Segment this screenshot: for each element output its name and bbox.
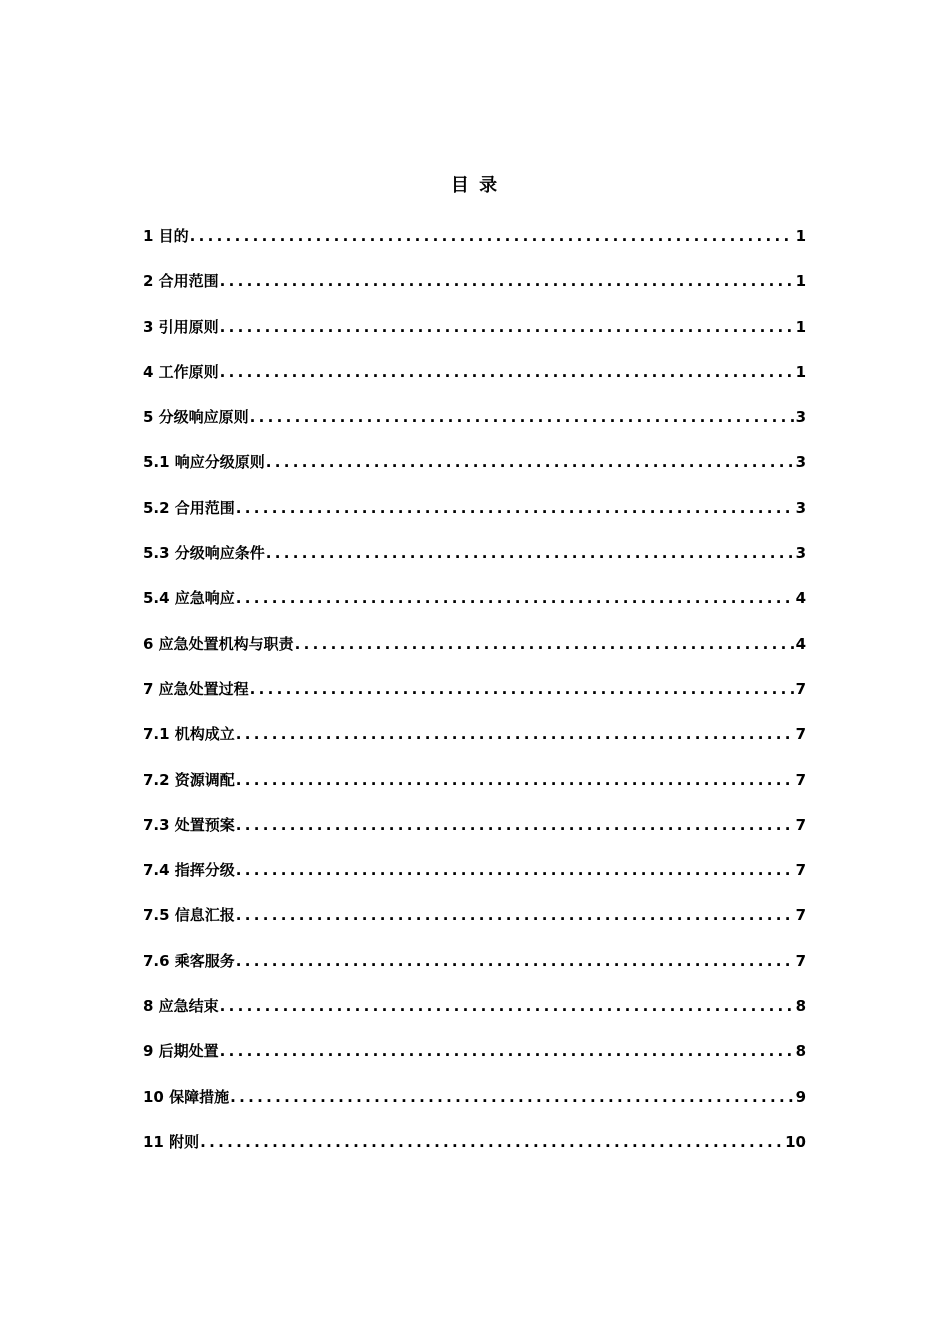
toc-entry-label: 5 分级响应原则 <box>143 408 249 427</box>
toc-entry-page: 7 <box>795 815 806 834</box>
toc-entry-label: 10 保障措施 <box>143 1087 230 1106</box>
toc-entry-label: 5.1 响应分级原则 <box>143 453 265 472</box>
toc-entry-page: 9 <box>795 1087 806 1106</box>
toc-entry-label: 5.2 合用范围 <box>143 498 235 517</box>
toc-entry-label: 2 合用范围 <box>143 272 219 291</box>
toc-entry-page: 4 <box>795 634 806 653</box>
toc-entry-label: 3 引用原则 <box>143 317 219 336</box>
toc-entry[interactable] <box>143 269 806 314</box>
toc-title: 目 录 <box>450 175 500 196</box>
toc-entry-label: 5.3 分级响应条件 <box>143 544 265 563</box>
toc-entry-page: 3 <box>795 544 806 563</box>
toc-entry-page: 7 <box>795 906 806 925</box>
toc-entry-page: 1 <box>795 362 806 381</box>
toc-entry[interactable] <box>143 315 806 360</box>
toc-dot-leader <box>190 224 794 248</box>
toc-dot-leader <box>236 768 794 792</box>
toc-dot-leader <box>200 1130 783 1154</box>
toc-entry-page: 1 <box>795 227 806 245</box>
toc-entry-page: 1 <box>795 317 806 336</box>
toc-entry[interactable] <box>143 813 806 858</box>
toc-entry[interactable] <box>143 768 806 813</box>
toc-entry[interactable] <box>143 722 806 767</box>
toc-entry[interactable] <box>143 903 806 948</box>
toc-entry-page: 7 <box>795 725 806 744</box>
toc-dot-leader <box>236 949 794 973</box>
toc-entry-page: 8 <box>795 997 806 1016</box>
toc-entry-label: 7.1 机构成立 <box>143 725 235 744</box>
toc-entry-page: 1 <box>795 272 806 291</box>
toc-entry-label: 7.2 资源调配 <box>143 770 235 789</box>
toc-dot-leader <box>236 722 794 746</box>
toc-entry-page: 8 <box>795 1042 806 1061</box>
toc-dot-leader <box>266 541 794 565</box>
toc-entry[interactable] <box>143 405 806 450</box>
toc-dot-leader <box>220 994 794 1018</box>
toc-dot-leader <box>266 450 794 474</box>
toc-dot-leader <box>220 315 794 339</box>
toc-entry[interactable] <box>143 450 806 495</box>
toc-entry-label: 4 工作原则 <box>143 362 219 381</box>
toc-entry-page: 7 <box>795 951 806 970</box>
toc-entry[interactable] <box>143 949 806 994</box>
toc-entry-page: 7 <box>795 861 806 880</box>
toc-entry[interactable] <box>143 994 806 1039</box>
toc-entry-page: 3 <box>795 498 806 517</box>
toc-dot-leader <box>250 677 794 701</box>
toc-entry[interactable] <box>143 541 806 586</box>
toc-dot-leader <box>236 813 794 837</box>
toc-entry-page: 10 <box>785 1132 806 1151</box>
toc-entry[interactable] <box>143 224 806 269</box>
toc-entry[interactable] <box>143 1085 806 1130</box>
toc-entry-page: 7 <box>795 679 806 698</box>
toc-entry-label: 9 后期处置 <box>143 1042 219 1061</box>
toc-entry-label: 7.3 处置预案 <box>143 815 235 834</box>
toc-entry[interactable] <box>143 1039 806 1084</box>
table-of-contents <box>143 224 806 1175</box>
toc-entry-page: 7 <box>795 770 806 789</box>
toc-entry-page: 3 <box>795 408 806 427</box>
toc-entry-label: 6 应急处置机构与职责 <box>143 634 294 653</box>
toc-entry[interactable] <box>143 496 806 541</box>
toc-entry[interactable] <box>143 632 806 677</box>
toc-entry-label: 11 附则 <box>143 1132 200 1151</box>
toc-entry-label: 7.5 信息汇报 <box>143 906 235 925</box>
toc-dot-leader <box>295 632 794 656</box>
toc-entry-label: 8 应急结束 <box>143 997 219 1016</box>
toc-entry-label: 7.6 乘客服务 <box>143 951 235 970</box>
toc-dot-leader <box>250 405 794 429</box>
toc-entry[interactable] <box>143 360 806 405</box>
toc-dot-leader <box>236 586 794 610</box>
toc-dot-leader <box>230 1085 793 1109</box>
toc-dot-leader <box>220 1039 794 1063</box>
toc-entry-page: 4 <box>795 589 806 608</box>
toc-dot-leader <box>236 496 794 520</box>
toc-entry-label: 1 目的 <box>143 227 189 245</box>
toc-dot-leader <box>220 269 794 293</box>
toc-dot-leader <box>236 903 794 927</box>
toc-entry[interactable] <box>143 586 806 631</box>
toc-entry-label: 5.4 应急响应 <box>143 589 235 608</box>
toc-entry-label: 7.4 指挥分级 <box>143 861 235 880</box>
toc-dot-leader <box>236 858 794 882</box>
toc-entry[interactable] <box>143 1130 806 1175</box>
toc-entry[interactable] <box>143 677 806 722</box>
toc-entry-page: 3 <box>795 453 806 472</box>
toc-entry-label: 7 应急处置过程 <box>143 679 249 698</box>
toc-entry[interactable] <box>143 858 806 903</box>
toc-dot-leader <box>220 360 794 384</box>
